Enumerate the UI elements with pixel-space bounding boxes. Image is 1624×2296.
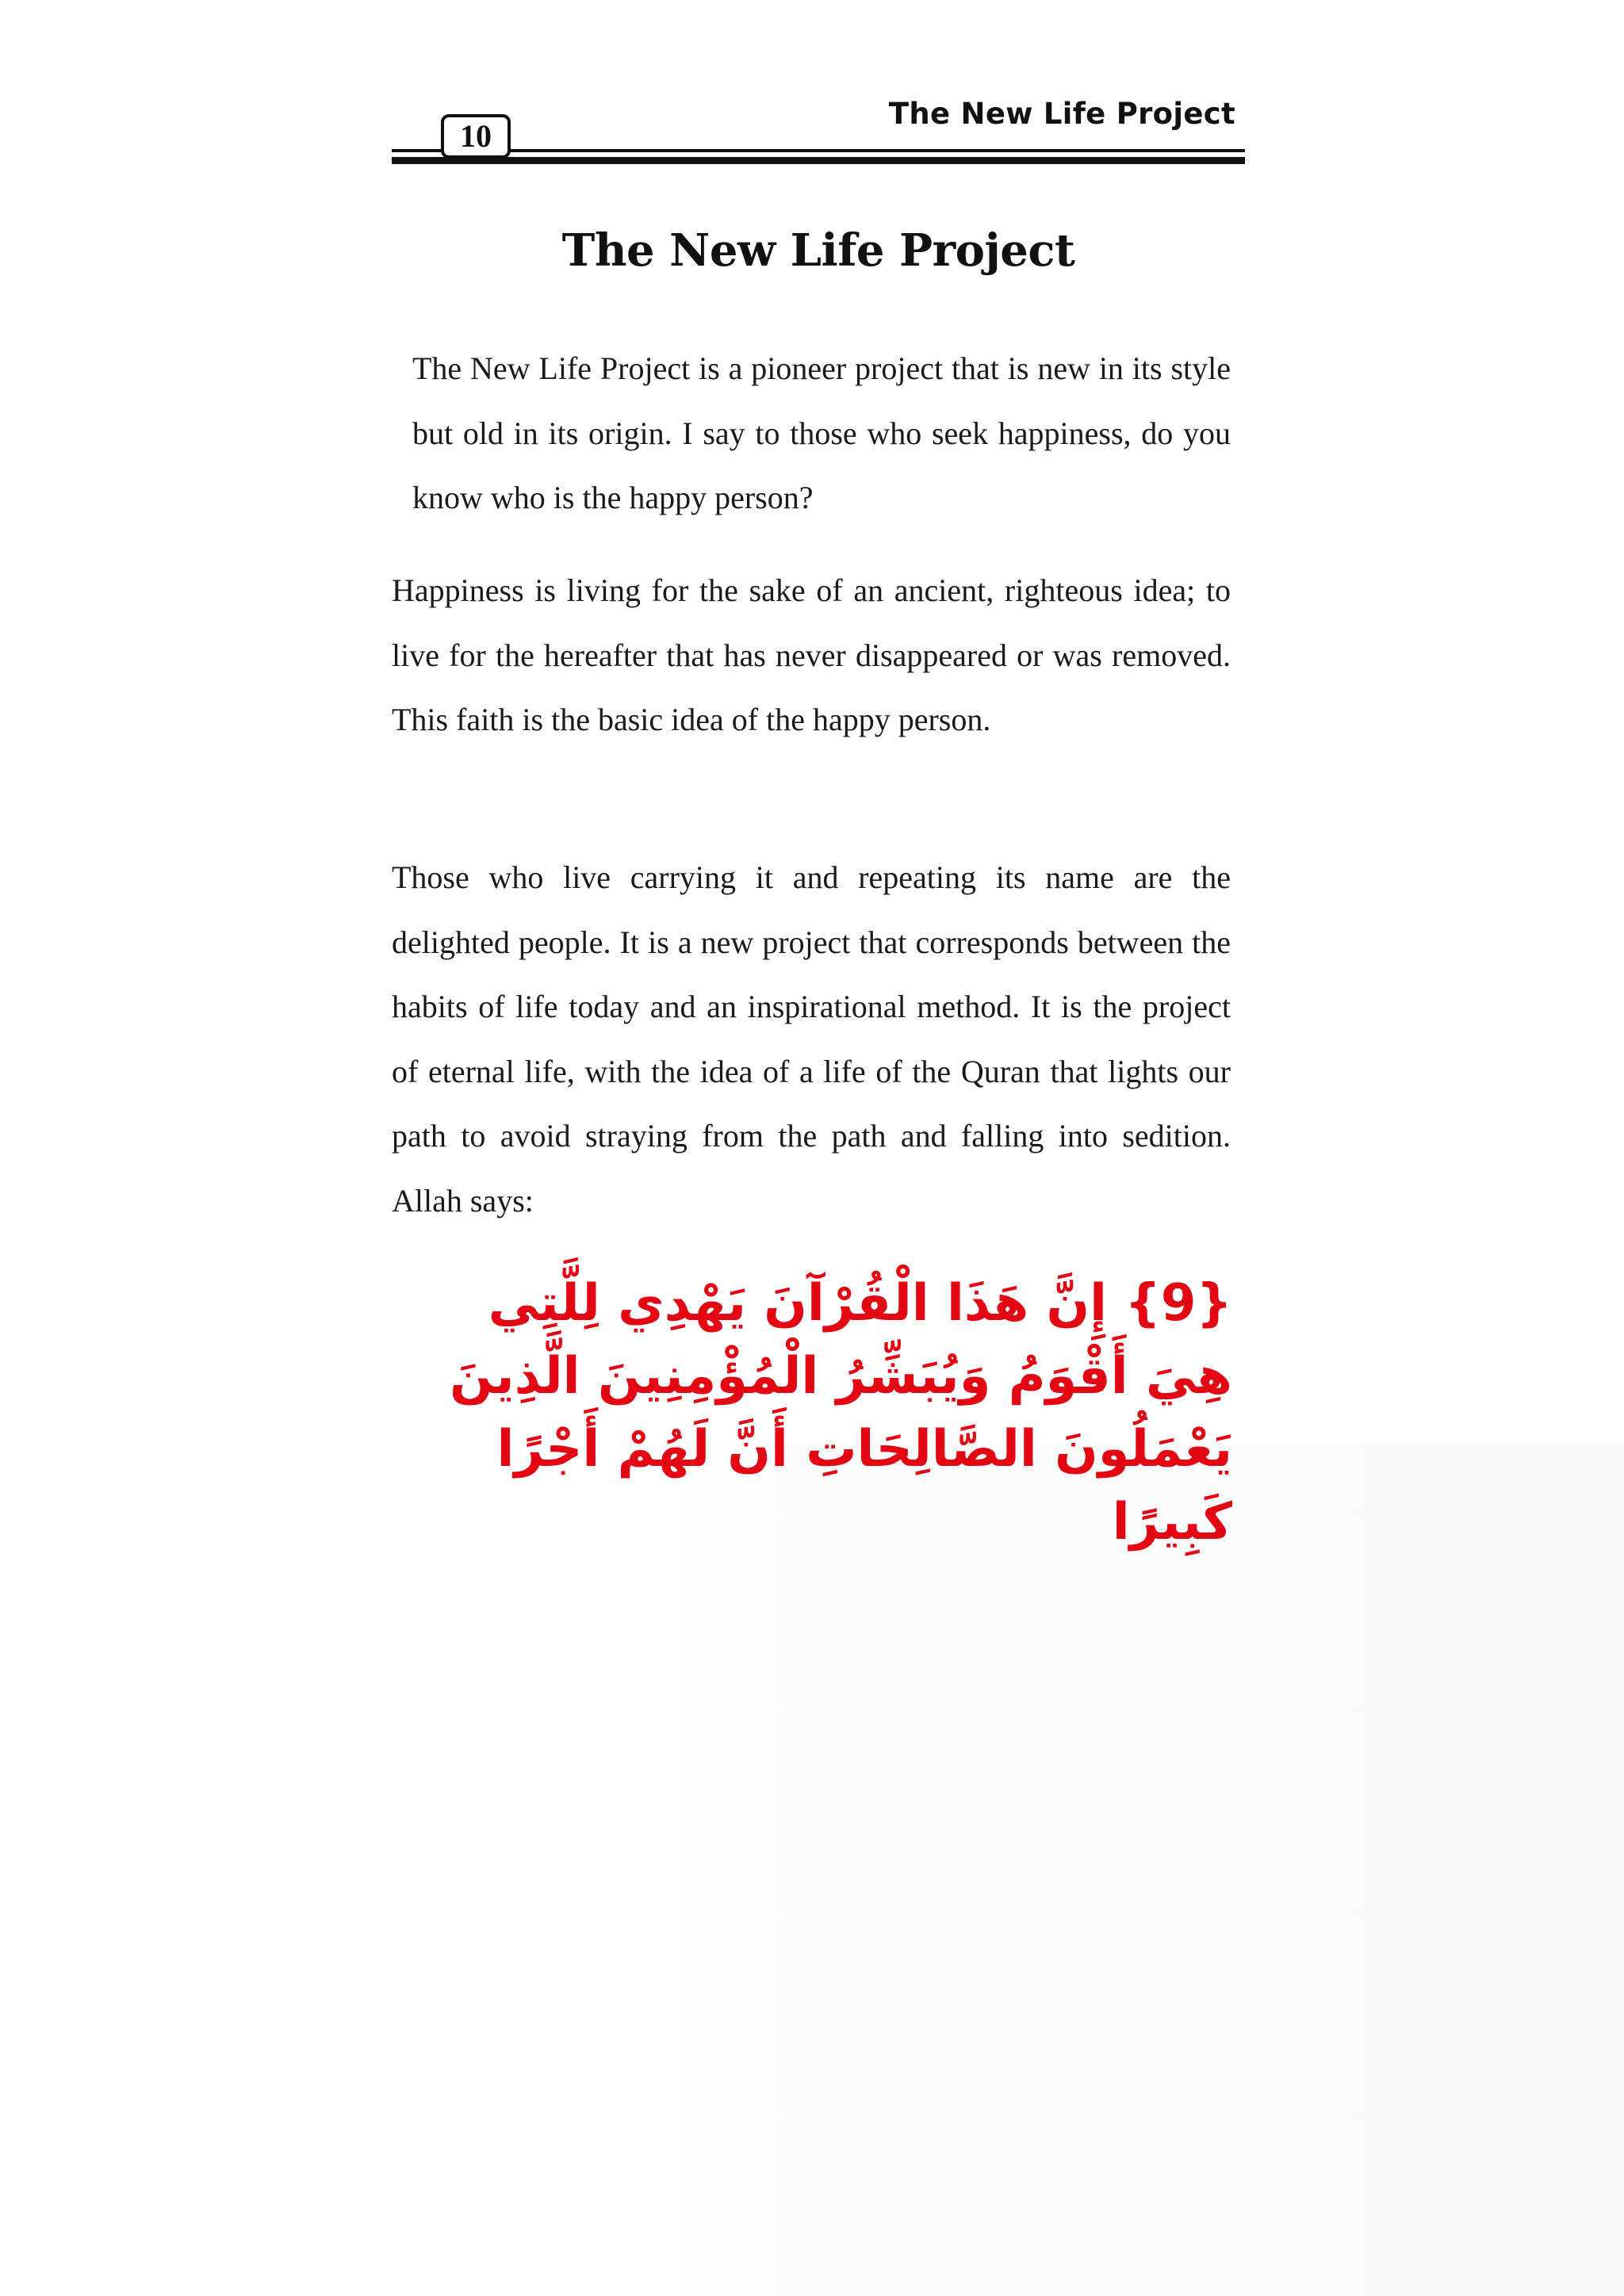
page-shading <box>508 1443 1624 2296</box>
quran-verse: {9} إِنَّ هَذَا الْقُرْآنَ يَهْدِي لِلَّتِي هِيَ أَقْوَمُ وَيُبَشِّرُ الْمُؤْمِنِينَ الَّذِينَ يَعْمَلُونَ الصَّالِحَاتِ أَنَّ لَهُمْ أَجْرًا كَبِيرًا <box>449 1274 1232 1552</box>
chapter-title: The New Life Project <box>561 224 1075 277</box>
body-paragraph-2: Happiness is living for the sake of an ancient, righteous idea; to live for the hereafter that has never disappeared or was removed. This faith is the basic idea of the happy person. <box>392 572 1231 737</box>
body-paragraph-3: Those who live carrying it and repeating its name are the delighted people. It is a new project that corresponds between the habits of life today and an inspirational method. It is the project of eternal life, with the idea of a life of the Quran that lights our path to avoid straying from the path and falling into sedition. Allah says: <box>392 859 1231 1219</box>
page-header <box>392 94 1245 170</box>
running-title: The New Life Project <box>888 97 1235 131</box>
body-paragraph-1: The New Life Project is a pioneer project that is new in its style but old in its origin. I say to those who seek happiness, do you know who is the happy person? <box>412 350 1231 515</box>
header-rule-thin <box>392 149 1245 152</box>
header-rule-thick <box>392 157 1245 164</box>
page-number: 10 <box>441 114 511 159</box>
